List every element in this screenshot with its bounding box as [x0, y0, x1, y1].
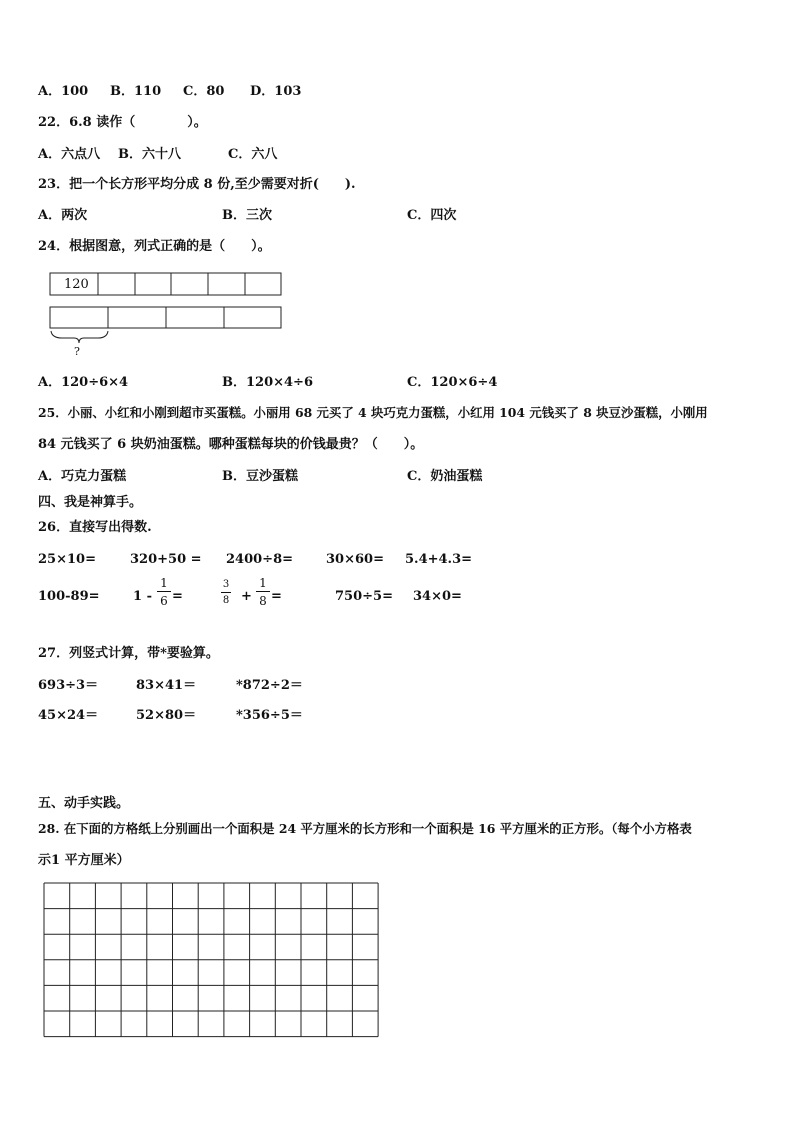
q28-stem-line1: 28. 在下面的方格纸上分别画出一个面积是 24 平方厘米的长方形和一个面积是 16 平方厘米的正方形。（每个小方格表 [38, 821, 692, 836]
q23-option-a[interactable]: A．两次 [38, 208, 88, 223]
q25-option-a[interactable]: A．巧克力蛋糕 [38, 469, 127, 484]
q23-option-c[interactable]: C．四次 [407, 208, 457, 223]
q22-option-a[interactable]: A．六点八 [38, 147, 101, 162]
q27-expr: 45×24＝ [38, 708, 99, 723]
brace [51, 331, 108, 343]
q24-stem: 24．根据图意，列式正确的是（ ）。 [38, 239, 271, 254]
q23-option-b[interactable]: B．三次 [222, 208, 272, 223]
q24-option-a[interactable]: A．120÷6×4 [38, 375, 129, 390]
fraction-1-6 [156, 577, 172, 607]
fraction-denominator: 8 [222, 595, 230, 606]
q26-expr: 750÷5= [335, 589, 393, 604]
q27-expr: 693÷3＝ [38, 678, 99, 693]
q26-expr: 34×0= [413, 589, 462, 604]
q21-option-d[interactable]: D．103 [250, 84, 302, 99]
q24-option-b[interactable]: B．120×4÷6 [222, 375, 314, 390]
q27-expr: *356÷5＝ [236, 708, 303, 723]
fraction-bar [221, 592, 231, 593]
q27-expr: *872÷2＝ [236, 678, 303, 693]
q26-expr: 25×10= [38, 552, 96, 567]
q26-expr-prefix: 1 - [133, 589, 152, 604]
q27-expr: 52×80＝ [136, 708, 197, 723]
q26-stem: 26．直接写出得数. [38, 520, 152, 535]
q23-stem: 23．把一个长方形平均分成 8 份,至少需要对折( ). [38, 177, 356, 192]
q26-expr-plus: + [241, 589, 252, 604]
q26-expr: 2400÷8= [226, 552, 294, 567]
fraction-numerator: 3 [222, 579, 230, 590]
fraction-1-8 [255, 577, 271, 607]
fraction-bar [157, 591, 171, 592]
q25-option-c[interactable]: C．奶油蛋糕 [407, 469, 483, 484]
q28-stem-line2: 示1 平方厘米） [38, 853, 130, 868]
q22-stem: 22．6.8 读作（ ）。 [38, 115, 207, 130]
q27-stem: 27．列竖式计算，带*要验算。 [38, 646, 219, 661]
q27-expr: 83×41＝ [136, 678, 197, 693]
q26-expr: 320+50 = [130, 552, 202, 567]
fraction-numerator: 1 [259, 576, 267, 590]
q21-option-b[interactable]: B．110 [110, 84, 162, 99]
q26-expr: 5.4+4.3= [405, 552, 473, 567]
q25-stem-line2: 84 元钱买了 6 块奶油蛋糕。哪种蛋糕每块的价钱最贵？（ ）。 [38, 437, 424, 452]
q28-grid[interactable] [44, 883, 378, 1037]
section4-heading: 四、我是神算手。 [38, 495, 143, 510]
q26-expr: 100-89= [38, 589, 100, 604]
q22-option-b[interactable]: B．六十八 [118, 147, 181, 162]
q26-expr-equals: = [172, 589, 183, 604]
fraction-3-8 [220, 580, 232, 606]
q25-stem-line1: 25．小丽、小红和小刚到超市买蛋糕。小丽用 68 元买了 4 块巧克力蛋糕，小红用 104 元钱买了 8 块豆沙蛋糕，小刚用 [38, 405, 708, 420]
q26-expr: 30×60= [326, 552, 384, 567]
fraction-denominator: 6 [160, 594, 168, 608]
fraction-denominator: 8 [259, 594, 267, 608]
q25-option-b[interactable]: B．豆沙蛋糕 [222, 469, 298, 484]
q26-expr-equals: = [271, 589, 282, 604]
q24-option-c[interactable]: C．120×6÷4 [407, 375, 498, 390]
fraction-numerator: 1 [160, 576, 168, 590]
q24-top-label: 120 [64, 277, 89, 292]
fraction-bar [256, 591, 270, 592]
q24-brace-label: ? [74, 345, 80, 358]
q21-option-c[interactable]: C．80 [183, 84, 225, 99]
q21-option-a[interactable]: A．100 [38, 84, 89, 99]
section5-heading: 五、动手实践。 [38, 796, 130, 811]
q22-option-c[interactable]: C．六八 [228, 147, 278, 162]
